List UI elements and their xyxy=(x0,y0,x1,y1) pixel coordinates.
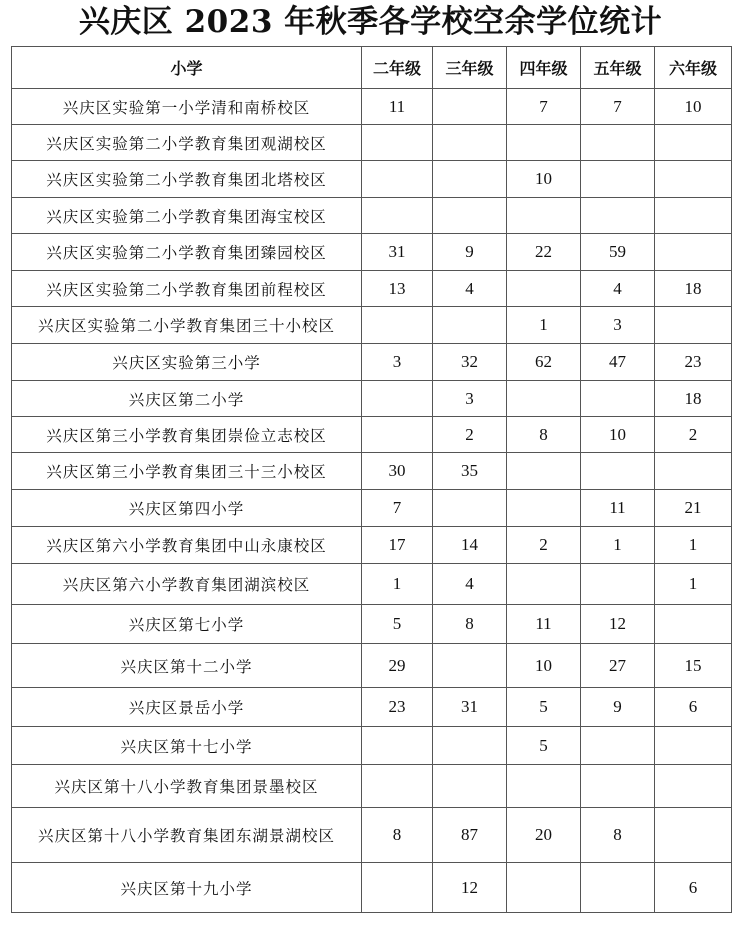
school-name-cell: 兴庆区实验第二小学教育集团海宝校区 xyxy=(12,198,362,234)
table-row xyxy=(12,234,732,271)
grade-5-cell: 47 xyxy=(581,344,655,381)
table-row xyxy=(12,564,732,605)
grade-6-cell xyxy=(655,125,732,161)
grade-5-cell: 9 xyxy=(581,688,655,727)
grade-6-cell: 18 xyxy=(655,271,732,307)
grade-2-cell: 30 xyxy=(362,453,433,490)
grade-4-cell: 8 xyxy=(507,417,581,453)
grade-4-cell: 2 xyxy=(507,527,581,564)
grade-5-cell: 1 xyxy=(581,527,655,564)
grade-3-cell: 32 xyxy=(433,344,507,381)
grade-5-cell: 8 xyxy=(581,808,655,863)
grade-3-cell xyxy=(433,198,507,234)
table-header-row xyxy=(12,47,732,89)
table-row xyxy=(12,307,732,344)
grade-3-cell xyxy=(433,89,507,125)
grade-5-cell: 10 xyxy=(581,417,655,453)
grade-6-cell: 18 xyxy=(655,381,732,417)
grade-3-cell: 31 xyxy=(433,688,507,727)
grade-3-cell: 9 xyxy=(433,234,507,271)
header-grade-5: 五年级 xyxy=(581,47,655,89)
grade-2-cell xyxy=(362,161,433,198)
table-row xyxy=(12,605,732,644)
school-name-cell: 兴庆区第三小学教育集团三十三小校区 xyxy=(12,453,362,490)
grade-3-cell xyxy=(433,125,507,161)
table-row xyxy=(12,727,732,765)
school-name-cell: 兴庆区第三小学教育集团崇俭立志校区 xyxy=(12,417,362,453)
grade-6-cell: 15 xyxy=(655,644,732,688)
school-name-cell: 兴庆区第十八小学教育集团东湖景湖校区 xyxy=(12,808,362,863)
grade-3-cell xyxy=(433,490,507,527)
grade-3-cell: 4 xyxy=(433,564,507,605)
school-name-cell: 兴庆区实验第二小学教育集团三十小校区 xyxy=(12,307,362,344)
grade-5-cell: 7 xyxy=(581,89,655,125)
grade-2-cell: 13 xyxy=(362,271,433,307)
grade-4-cell: 10 xyxy=(507,161,581,198)
grade-6-cell xyxy=(655,453,732,490)
grade-2-cell xyxy=(362,125,433,161)
school-name-cell: 兴庆区实验第二小学教育集团臻园校区 xyxy=(12,234,362,271)
grade-3-cell xyxy=(433,765,507,808)
page-title: 兴庆区 2023 年秋季各学校空余学位统计 xyxy=(78,4,663,40)
grade-4-cell xyxy=(507,271,581,307)
grade-4-cell xyxy=(507,453,581,490)
grade-5-cell xyxy=(581,198,655,234)
grade-2-cell: 7 xyxy=(362,490,433,527)
grade-3-cell: 87 xyxy=(433,808,507,863)
grade-5-cell: 11 xyxy=(581,490,655,527)
table-row xyxy=(12,453,732,490)
table-row xyxy=(12,381,732,417)
school-name-cell: 兴庆区第四小学 xyxy=(12,490,362,527)
table-row xyxy=(12,688,732,727)
header-grade-3: 三年级 xyxy=(433,47,507,89)
grade-2-cell: 8 xyxy=(362,808,433,863)
grade-4-cell: 62 xyxy=(507,344,581,381)
grade-6-cell xyxy=(655,727,732,765)
grade-3-cell: 3 xyxy=(433,381,507,417)
school-name-cell: 兴庆区实验第二小学教育集团北塔校区 xyxy=(12,161,362,198)
table-row xyxy=(12,125,732,161)
grade-4-cell: 22 xyxy=(507,234,581,271)
grade-6-cell: 21 xyxy=(655,490,732,527)
header-grade-6: 六年级 xyxy=(655,47,732,89)
grade-4-cell: 10 xyxy=(507,644,581,688)
grade-4-cell xyxy=(507,490,581,527)
school-name-cell: 兴庆区景岳小学 xyxy=(12,688,362,727)
grade-2-cell: 23 xyxy=(362,688,433,727)
grade-5-cell xyxy=(581,453,655,490)
table-row xyxy=(12,198,732,234)
school-name-cell: 兴庆区第六小学教育集团湖滨校区 xyxy=(12,564,362,605)
grade-6-cell xyxy=(655,234,732,271)
grade-6-cell: 1 xyxy=(655,564,732,605)
grade-2-cell: 5 xyxy=(362,605,433,644)
table-row xyxy=(12,644,732,688)
grade-2-cell xyxy=(362,381,433,417)
grade-3-cell xyxy=(433,727,507,765)
grade-2-cell xyxy=(362,307,433,344)
school-name-cell: 兴庆区第十八小学教育集团景墨校区 xyxy=(12,765,362,808)
grade-5-cell xyxy=(581,564,655,605)
grade-6-cell xyxy=(655,198,732,234)
school-name-cell: 兴庆区第七小学 xyxy=(12,605,362,644)
grade-5-cell: 59 xyxy=(581,234,655,271)
grade-2-cell: 29 xyxy=(362,644,433,688)
grade-6-cell xyxy=(655,765,732,808)
grade-4-cell: 11 xyxy=(507,605,581,644)
grade-6-cell xyxy=(655,808,732,863)
grade-2-cell xyxy=(362,417,433,453)
school-name-cell: 兴庆区第六小学教育集团中山永康校区 xyxy=(12,527,362,564)
grade-5-cell xyxy=(581,125,655,161)
vacancy-table xyxy=(11,46,732,913)
grade-5-cell xyxy=(581,765,655,808)
grade-2-cell: 11 xyxy=(362,89,433,125)
grade-3-cell: 35 xyxy=(433,453,507,490)
grade-2-cell: 1 xyxy=(362,564,433,605)
grade-6-cell xyxy=(655,307,732,344)
grade-4-cell: 5 xyxy=(507,688,581,727)
grade-4-cell xyxy=(507,198,581,234)
grade-4-cell xyxy=(507,125,581,161)
table-row xyxy=(12,271,732,307)
table-row xyxy=(12,808,732,863)
school-name-cell: 兴庆区第二小学 xyxy=(12,381,362,417)
grade-5-cell xyxy=(581,161,655,198)
table-row xyxy=(12,89,732,125)
table-row xyxy=(12,161,732,198)
table-row xyxy=(12,490,732,527)
grade-4-cell xyxy=(507,381,581,417)
table-row xyxy=(12,417,732,453)
grade-6-cell: 23 xyxy=(655,344,732,381)
table-row xyxy=(12,863,732,913)
grade-6-cell: 6 xyxy=(655,863,732,913)
grade-5-cell: 12 xyxy=(581,605,655,644)
grade-5-cell: 4 xyxy=(581,271,655,307)
table-row xyxy=(12,344,732,381)
grade-5-cell: 3 xyxy=(581,307,655,344)
grade-2-cell: 17 xyxy=(362,527,433,564)
grade-3-cell: 4 xyxy=(433,271,507,307)
grade-2-cell xyxy=(362,727,433,765)
grade-6-cell xyxy=(655,605,732,644)
grade-5-cell xyxy=(581,381,655,417)
grade-3-cell: 2 xyxy=(433,417,507,453)
header-grade-4: 四年级 xyxy=(507,47,581,89)
grade-3-cell: 14 xyxy=(433,527,507,564)
grade-4-cell xyxy=(507,765,581,808)
school-name-cell: 兴庆区实验第二小学教育集团前程校区 xyxy=(12,271,362,307)
grade-5-cell xyxy=(581,863,655,913)
grade-3-cell xyxy=(433,161,507,198)
grade-2-cell xyxy=(362,863,433,913)
school-name-cell: 兴庆区第十七小学 xyxy=(12,727,362,765)
school-name-cell: 兴庆区实验第一小学清和南桥校区 xyxy=(12,89,362,125)
header-school: 小学 xyxy=(12,47,362,89)
table-row xyxy=(12,527,732,564)
header-grade-2: 二年级 xyxy=(362,47,433,89)
grade-6-cell: 6 xyxy=(655,688,732,727)
grade-2-cell: 31 xyxy=(362,234,433,271)
grade-5-cell: 27 xyxy=(581,644,655,688)
grade-2-cell xyxy=(362,765,433,808)
school-name-cell: 兴庆区实验第三小学 xyxy=(12,344,362,381)
grade-3-cell xyxy=(433,644,507,688)
grade-2-cell xyxy=(362,198,433,234)
grade-4-cell: 5 xyxy=(507,727,581,765)
grade-3-cell: 8 xyxy=(433,605,507,644)
grade-6-cell: 1 xyxy=(655,527,732,564)
grade-6-cell: 10 xyxy=(655,89,732,125)
grade-5-cell xyxy=(581,727,655,765)
school-name-cell: 兴庆区实验第二小学教育集团观湖校区 xyxy=(12,125,362,161)
grade-4-cell: 20 xyxy=(507,808,581,863)
grade-4-cell: 1 xyxy=(507,307,581,344)
grade-3-cell: 12 xyxy=(433,863,507,913)
grade-2-cell: 3 xyxy=(362,344,433,381)
grade-6-cell xyxy=(655,161,732,198)
grade-4-cell: 7 xyxy=(507,89,581,125)
grade-4-cell xyxy=(507,564,581,605)
school-name-cell: 兴庆区第十二小学 xyxy=(12,644,362,688)
school-name-cell: 兴庆区第十九小学 xyxy=(12,863,362,913)
grade-6-cell: 2 xyxy=(655,417,732,453)
grade-4-cell xyxy=(507,863,581,913)
table-row xyxy=(12,765,732,808)
grade-3-cell xyxy=(433,307,507,344)
